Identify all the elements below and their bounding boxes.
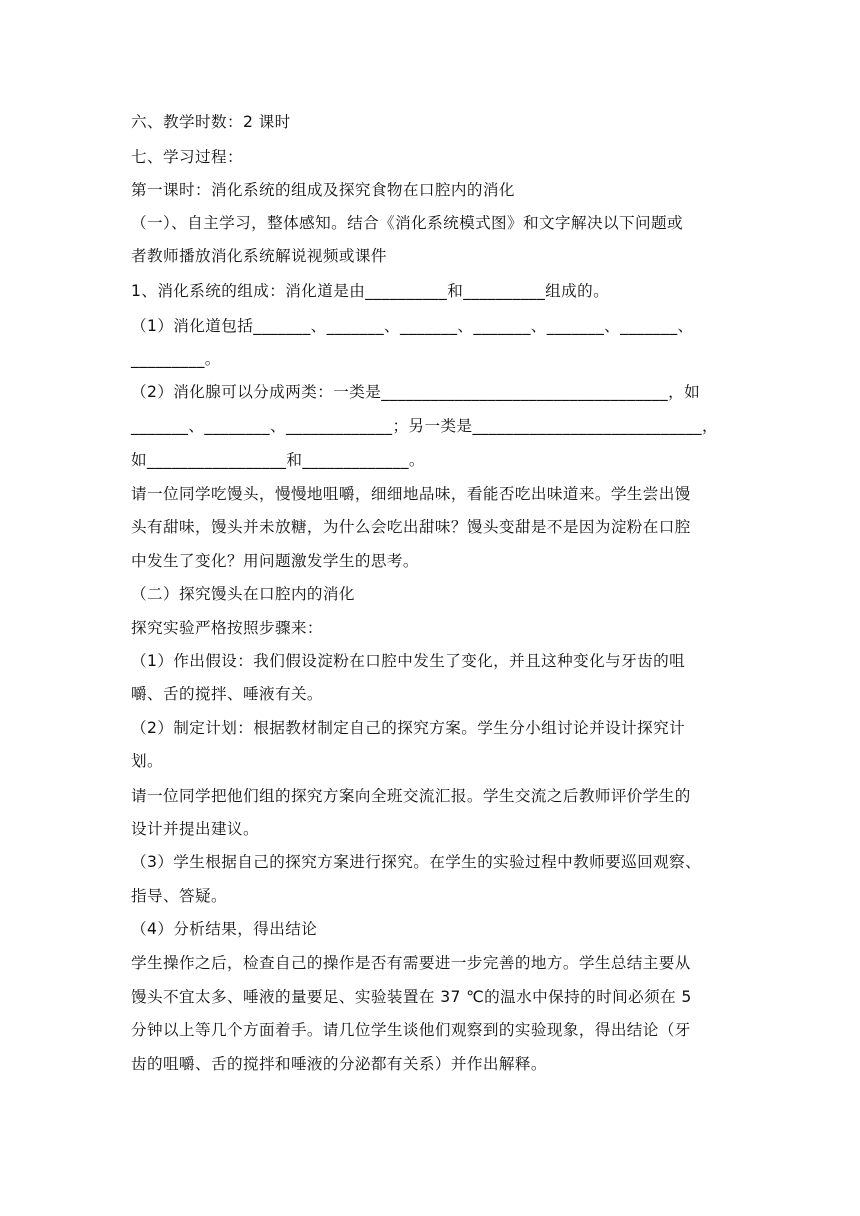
paragraph-line: 者教师播放消化系统解说视频或课件 [131,247,387,265]
fill-blank-line: （2）消化腺可以分成两类：一类是___________________________________，如 [131,383,701,401]
paragraph-line: 请一位同学把他们组的探究方案向全班交流汇报。学生交流之后教师评价学生的 [131,787,691,805]
paragraph-line: 探究实验严格按照步骤来： [131,619,323,637]
paragraph-line: 中发生了变化？用问题激发学生的思考。 [131,552,419,570]
paragraph-line: 请一位同学吃馒头，慢慢地咀嚼，细细地品味，看能否吃出味道来。学生尝出馒 [131,485,691,503]
paragraph-line: （1）作出假设：我们假设淀粉在口腔中发生了变化，并且这种变化与牙齿的咀 [131,652,686,670]
paragraph-line: 设计并提出建议。 [131,820,259,838]
paragraph-line: （一）、自主学习，整体感知。结合《消化系统模式图》和文字解决以下问题或 [131,214,683,232]
fill-blank-line: （1）消化道包括_______、_______、_______、_______、_______、_______、 [131,317,694,335]
lesson-heading: 第一课时：消化系统的组成及探究食物在口腔内的消化 [131,181,515,199]
paragraph-line: （3）学生根据自己的探究方案进行探究。在学生的实验过程中教师要巡回观察、 [131,853,702,871]
fill-blank-line: 如_________________和_____________。 [131,451,425,469]
paragraph-line: 划。 [131,752,163,770]
paragraph-line: 馒头不宜太多、唾液的量要足、实验装置在 37 ℃的温水中保持的时间必须在 5 [131,988,692,1006]
paragraph-line: 分钟以上等几个方面着手。请几位学生谈他们观察到的实验现象，得出结论（牙 [131,1021,691,1039]
paragraph-line: （2）制定计划：根据教材制定自己的探究方案。学生分小组讨论并设计探究计 [131,719,686,737]
section-heading-teaching-hours: 六、教学时数：2 课时 [131,113,291,131]
fill-blank-line: _______、________、_____________；另一类是____________________________， [131,417,718,435]
paragraph-line: 学生操作之后，检查自己的操作是否有需要进一步完善的地方。学生总结主要从 [131,954,691,972]
paragraph-line: 齿的咀嚼、舌的搅拌和唾液的分泌都有关系）并作出解释。 [131,1055,547,1073]
paragraph-line: 头有甜味，馒头并未放糖，为什么会吃出甜味？馒头变甜是不是因为淀粉在口腔 [131,518,691,536]
fill-blank-line: _________。 [131,350,221,368]
paragraph-line: 嚼、舌的搅拌、唾液有关。 [131,685,323,703]
paragraph-line: （4）分析结果，得出结论 [131,920,318,938]
section-heading-learning-process: 七、学习过程： [131,148,243,166]
fill-blank-line: 1、消化系统的组成：消化道是由__________和__________组成的。 [131,282,610,300]
section-heading-experiment: （二）探究馒头在口腔内的消化 [131,585,355,603]
paragraph-line: 指导、答疑。 [131,887,227,905]
